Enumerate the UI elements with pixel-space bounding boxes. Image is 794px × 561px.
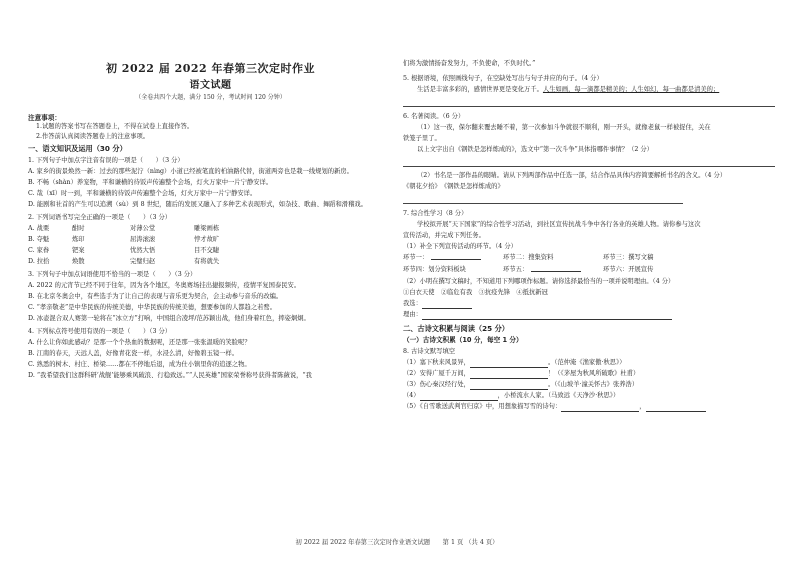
question-5-text [403, 84, 775, 95]
steps-row-2 [403, 264, 775, 276]
poem-blank[interactable] [470, 382, 548, 390]
option-cell: 钯案 [72, 246, 85, 254]
option-cell: 悖才故旷 [194, 235, 220, 243]
question-5-line: 生活是丰富多彩的，感情世界更是变化万千。 [417, 86, 543, 93]
question-6-books: 《朝花夕拾》 《钢铁是怎样炼成的》 [403, 183, 504, 190]
question-4-option-a: A. 什么让你如此感动？是那一个个热血的数据呢，还是那一张张温暖的笑脸呢？ [28, 338, 251, 346]
question-3-option-c: C. “孝亲敬老”是中华民族的传统美德，中华民族的传统美德，想要参加的人都趋之若鹜。 [28, 303, 277, 311]
question-4-option-d: D. “我希望我们这群科研‘战舰’能够乘风破浪、行稳致远。”“人民英雄”国家荣誉称号获得者陈薇说，“我 [28, 371, 312, 379]
poem-source: ！（《茅屋为秋风所破歌》杜甫） [547, 370, 640, 377]
subsection-heading: （一）古诗文积累（10 分，每空 1 分） [403, 336, 523, 344]
choice-label: 我选： [403, 300, 422, 307]
poem-prefix: （1）塞下秋来风景异， [403, 359, 470, 366]
question-2-row [28, 256, 393, 267]
section-heading: 二、古诗文积累与阅读（25 分） [403, 324, 509, 333]
question-7-task1: （1）补全下列宣传活动的环节。（4 分） [403, 243, 517, 250]
poem-line [403, 379, 775, 390]
poem-source: 。（《山坡羊·潼关怀古》张养浩） [547, 381, 639, 388]
option-cell: D. 拉拾 [28, 257, 50, 265]
left-column [28, 62, 393, 381]
exam-info: （全卷共四个大题，满分 150 分，考试时间 120 分钟） [135, 94, 286, 102]
option-cell: 完璧归赵 [130, 257, 156, 265]
page-footer: 初 2022 届 2022 年春第三次定时作业语文试题 第 1 页 （共 4 页） [295, 539, 499, 546]
answer-line[interactable] [403, 158, 775, 167]
option-cell: 屈涛滚滚 [130, 235, 156, 243]
question-2-row [28, 234, 393, 245]
poem-source: 。（范仲淹《渔家傲·秋思》） [547, 359, 626, 366]
question-7-task2: （2）小明在撰写文稿时，不知道用下列哪项作标题。请你选择最恰当的一项并说明理由。（4 分） [403, 278, 675, 285]
question-4-stem: 4. 下列标点符号使用有误的一项是（ ）（3 分） [28, 327, 172, 335]
poem-prefix: （3）伤心秦汉经行处， [403, 381, 470, 388]
notes-heading: 注意事项： [28, 113, 61, 122]
question-1-option-d: D. 能剧和社首的产生可以追溯（sù）到 8 世纪，随后的发展又融入了多种艺术表现形式，如杂技、歌曲、舞蹈和滑稽戏。 [28, 200, 367, 208]
option-cell: 对薄公堂 [130, 224, 156, 232]
note-item: 1.试题的答案书写在答题卷上，不得在试卷上直接作答。 [36, 122, 194, 130]
question-1-option-a: A. 家乡的街景焕然一新：过去的那些泥泞（nìng）小道已经被笔直的柏油路代替，街道两旁也是栽一线规划的新房。 [28, 167, 353, 175]
poem-prefix: （2）安得广厦千万间， [403, 370, 470, 377]
option-cell: 炼印 [72, 235, 85, 243]
step-label: 环节一： [403, 254, 429, 261]
poem-line [403, 390, 775, 401]
question-6-sub1: 以上文字出自《钢铁是怎样炼成的》，选文中“第一次斗争”具体指哪件事情？（2 分） [417, 146, 653, 153]
question-7-options: ①白衣天使 ②临危有我 ③抗疫先锋 ④抵抗新冠 [403, 289, 548, 296]
question-5-stem: 5. 根据语境，依照画线句子，在空缺处写出与句子并应的句子。（4 分） [403, 75, 603, 82]
steps-row-1 [403, 252, 775, 264]
reason-blank[interactable] [422, 312, 672, 320]
question-6-sub2: （2）书名是一部作品的眼睛。请从下列两部作品中任选一部，结合作品具体内容简要解析书名的含义。（4 分） [417, 172, 727, 179]
question-3-option-b: B. 在北京冬奥会中，有些选手为了让自己的表现与音乐更为契合，会主动参与音乐的改编。 [28, 292, 283, 300]
question-5-underlined: 人生如画，每一滴都是精美的；人生如幻，每一曲都是清美的； [542, 86, 720, 93]
poem-prefix: （4） [403, 392, 420, 399]
question-3-stem: 3. 下列句子中加点词语使用不恰当的一项是（ ）（3 分） [28, 270, 197, 278]
answer-line[interactable] [403, 195, 683, 204]
option-cell: B. 夺魁 [28, 235, 50, 243]
reason-label: 理由： [403, 311, 422, 318]
poem-line [403, 368, 775, 379]
answer-line[interactable] [403, 98, 775, 107]
question-4-option-b: B. 江南的春天，天远人盖，好像青花瓷一样，水浸么清，好像碧玉镜一样。 [28, 349, 239, 357]
poem-source: ，小桥流水人家。（马致远《天净沙·秋思》） [497, 392, 620, 399]
choice-blank[interactable] [422, 301, 472, 309]
choice-row [403, 298, 775, 309]
continued-text: 们将为激情扬奋发努力，不负使命，不负时代。” [403, 60, 536, 67]
question-1-option-b: B. 不畅（shàn）养宠物，平和谦横的待饭声传遍整个会场，灯火万家中一片宁静安详。 [28, 178, 273, 186]
poem-blank[interactable] [646, 404, 706, 412]
poem-source: ， [639, 403, 646, 410]
page-title: 初 2022 届 2022 年春第三次定时作业 [105, 62, 316, 75]
question-3-option-a: A. 2022 的元宵节已经不同于往年，因为各个地区，冬奥赛场挂出捷报频传，疫情平复国泰民安。 [28, 281, 301, 289]
question-4-option-c: C. 熟悉的树木、村庄、桥梁……都在不停地后退，成为仕小镇里你的追逐之物。 [28, 360, 251, 368]
question-6-stem: 6. 名著阅读。（6 分） [403, 113, 465, 120]
step-label: 环节二：搜集资料 [503, 254, 554, 261]
question-2-row [28, 223, 393, 234]
poem-blank[interactable] [470, 360, 548, 368]
option-cell: 目不交睫 [194, 246, 220, 254]
poem-line [403, 401, 775, 412]
option-cell: 雕梁画栋 [194, 224, 220, 232]
poem-blank[interactable] [420, 393, 498, 401]
question-1-option-c: C. 哉（xī）时一到，平和谦横的待饭声传遍整个会场，灯火万家中一片宁静安详。 [28, 189, 257, 197]
poem-line [403, 357, 775, 368]
option-cell: C. 家眷 [28, 246, 50, 254]
question-7-intro: 学校拟开展“天下国家”的综合性学习活动，到社区宣传抗战斗争中各行各业的英雄人物。请你参与这次 [417, 221, 701, 228]
question-8-stem: 8. 古诗文默写填空 [403, 348, 456, 355]
section-heading: 一、语文知识及运用（30 分） [28, 143, 127, 153]
option-cell: 有将就失 [194, 257, 220, 265]
question-7-intro-cont: 宣传活动，并完成下列任务。 [403, 232, 485, 239]
right-column [403, 58, 775, 412]
poem-blank[interactable] [470, 371, 548, 379]
option-cell: 焕散 [72, 257, 85, 265]
question-6-passage-cont: 铁笼子里了。 [403, 135, 441, 142]
step-label: 环节六：开展宣传 [603, 266, 654, 273]
question-7-stem: 7. 综合性学习（8 分） [403, 210, 468, 217]
question-2-stem: 2. 下列词语书写完全正确的一项是（ ）（3 分） [28, 213, 172, 221]
step-label: 环节四：划分资料板块 [403, 266, 466, 273]
poem-prefix: （5）《自雪歌送武判官归京》中，用想象描写雪的诗句： [403, 403, 562, 410]
question-6-passage: （1）这一夜，保尔翻来覆去睡不着，第一次参加斗争就很不顺利，刚一开头，就像老鼠一样被捉住，关在 [417, 124, 711, 131]
question-1-stem: 1. 下列句子中加点字注音有误的一项是（ ）（3 分） [28, 156, 184, 164]
note-item: 2.作答前认真阅读答题卷上的注意事项。 [36, 132, 150, 140]
reason-row [403, 309, 775, 320]
option-cell: 酣时 [72, 224, 85, 232]
page-subtitle-title: 语文试题 [189, 79, 232, 91]
question-2-row [28, 245, 393, 256]
option-cell: A. 战栗 [28, 224, 50, 232]
option-cell: 忧然大悟 [130, 246, 156, 254]
step-blank[interactable] [531, 264, 581, 272]
step-label: 环节三：撰写文稿 [603, 254, 654, 261]
question-3-option-d: D. 冰壶混合双人赛第一轮将在“冰立方”打响，中国组合凌坪/范苏颖出战，他们身着红色，摔姿炯炯。 [28, 314, 310, 322]
poem-blank[interactable] [561, 404, 639, 412]
step-label: 环节五： [503, 266, 529, 273]
step-blank[interactable] [431, 252, 481, 260]
